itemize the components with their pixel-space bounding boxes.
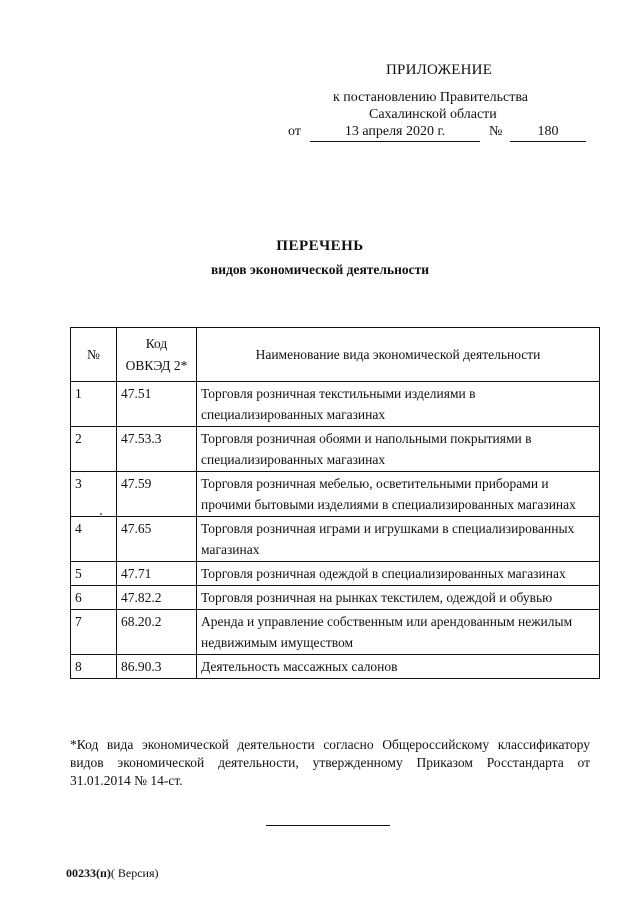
row-activity-name: Деятельность массажных салонов <box>197 655 600 679</box>
row-code: 47.59 <box>117 472 197 517</box>
header-code-line1: Код <box>145 335 168 351</box>
version-label <box>66 866 159 881</box>
decree-authority-line: Сахалинской области <box>369 107 497 122</box>
row-code: 68.20.2 <box>117 610 197 655</box>
table-row <box>71 586 600 610</box>
row-code: 47.71 <box>117 562 197 586</box>
row-code: 86.90.3 <box>117 655 197 679</box>
row-number: 7 <box>71 610 117 655</box>
footnote: *Код вида экономической деятельности согласно Общероссийскому классификатору видов экономической деятельности, утвержденному Приказом Росстандарта от 31.01.2014 № 14-ст. <box>70 737 590 788</box>
row-code: 47.53.3 <box>117 427 197 472</box>
number-label: № <box>489 124 503 139</box>
row-activity-name: Торговля розничная на рынках текстилем, одеждой и обувью <box>197 586 600 610</box>
version-text: ( Версия) <box>110 866 159 880</box>
row-activity-name: Торговля розничная обоями и напольными покрытиями в специализированных магазинах <box>197 427 600 472</box>
table-row <box>71 427 600 472</box>
appendix-title: ПРИЛОЖЕНИЕ <box>386 62 493 78</box>
decree-reference-line: к постановлению Правительства <box>333 90 529 105</box>
row-activity-name: Торговля розничная играми и игрушками в специализированных магазинах <box>197 517 600 562</box>
activity-table <box>70 327 600 679</box>
document-title: ПЕРЕЧЕНЬ <box>276 238 364 254</box>
decree-number: 180 <box>510 124 586 142</box>
row-code: 47.51 <box>117 382 197 427</box>
table-row <box>71 562 600 586</box>
row-activity-name: Аренда и управление собственным или арендованным нежилым недвижимым имуществом <box>197 610 600 655</box>
row-activity-name: Торговля розничная текстильными изделиями в специализированных магазинах <box>197 382 600 427</box>
row-code: 47.82.2 <box>117 586 197 610</box>
table-row <box>71 472 600 517</box>
document-subtitle: видов экономической деятельности <box>210 262 430 277</box>
table-header-row <box>71 328 600 382</box>
row-number: 6 <box>71 586 117 610</box>
from-label: от <box>288 124 301 139</box>
header-code-line2: ОВКЭД 2* <box>125 357 188 373</box>
footnote-divider <box>266 825 390 826</box>
row-number: 3 <box>71 472 117 517</box>
row-number: 2 <box>71 427 117 472</box>
row-number: 8 <box>71 655 117 679</box>
row-number: 1 <box>71 382 117 427</box>
row-activity-name: Торговля розничная мебелью, осветительными приборами и прочими бытовыми изделиями в специализированных магазинах <box>197 472 600 517</box>
row-number: 4 <box>71 517 117 562</box>
header-code <box>117 328 197 382</box>
header-number: № <box>71 328 117 382</box>
table-row <box>71 382 600 427</box>
header-activity-name: Наименование вида экономической деятельности <box>197 328 600 382</box>
table-row <box>71 610 600 655</box>
decree-date-number-line <box>288 124 588 144</box>
row-number: 5 <box>71 562 117 586</box>
row-code: 47.65 <box>117 517 197 562</box>
row-activity-name: Торговля розничная одеждой в специализированных магазинах <box>197 562 600 586</box>
decree-date: 13 апреля 2020 г. <box>310 124 480 142</box>
table-row <box>71 517 600 562</box>
scan-speck <box>100 513 102 515</box>
document-code: 00233(п) <box>66 866 111 880</box>
table-row <box>71 655 600 679</box>
